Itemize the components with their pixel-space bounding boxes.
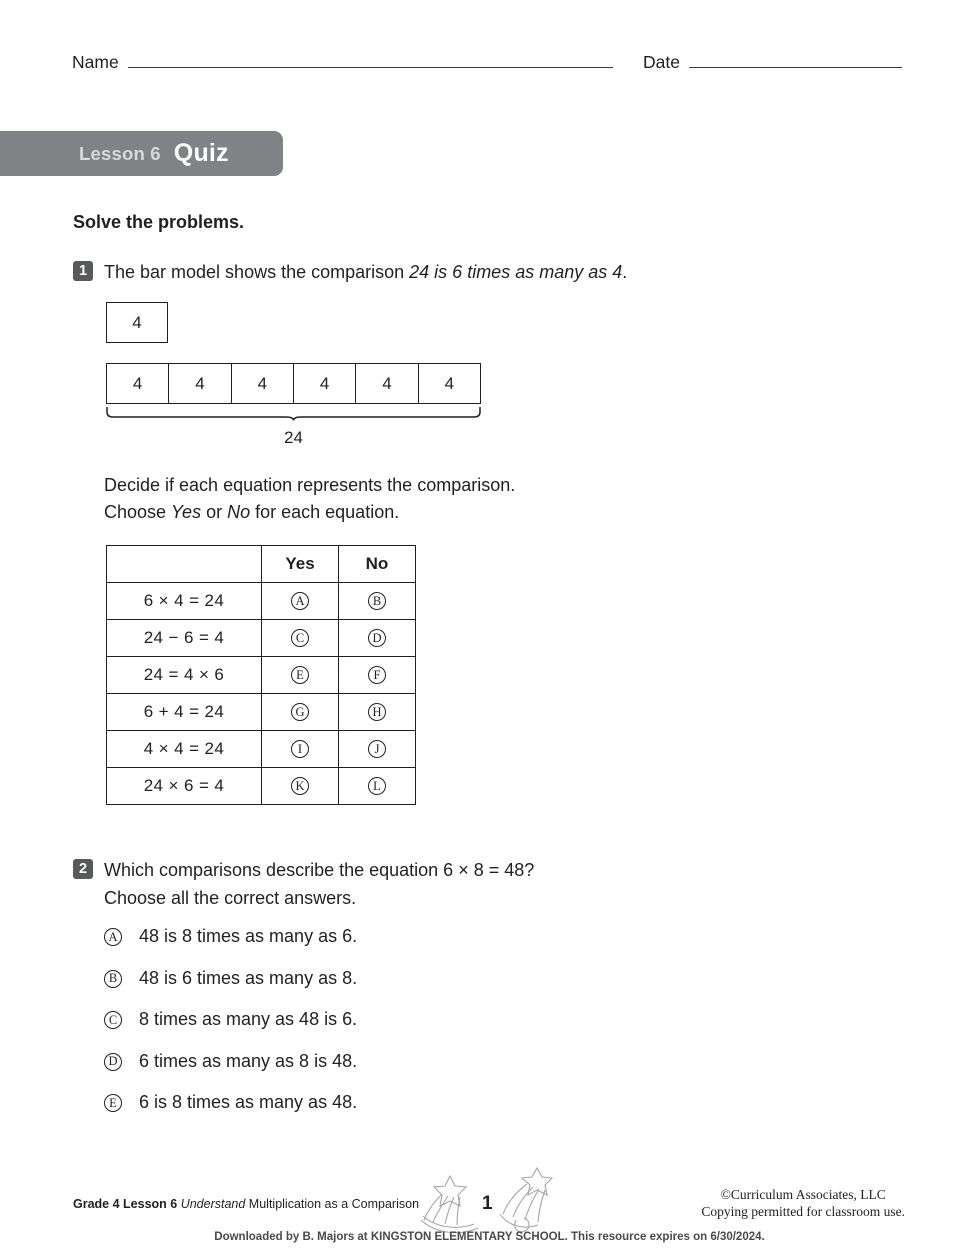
choice-text: 6 is 8 times as many as 48. bbox=[139, 1092, 358, 1112]
no-option-cell[interactable] bbox=[339, 731, 416, 768]
option-bubble[interactable]: B bbox=[368, 592, 386, 610]
choice-bubble[interactable]: E bbox=[104, 1094, 122, 1112]
table-row bbox=[107, 731, 416, 768]
problem-2-stem-line-1: Which comparisons describe the equation 6 × 8 = 48? bbox=[104, 860, 535, 880]
choice-e[interactable] bbox=[104, 1091, 357, 1133]
sub-directions-tail: for each equation. bbox=[250, 502, 400, 522]
date-write-line[interactable] bbox=[689, 54, 902, 68]
equation-cell: 6 + 4 = 24 bbox=[107, 694, 262, 731]
footer-lesson-info bbox=[73, 1197, 419, 1211]
problem-1-stem bbox=[104, 258, 627, 286]
yes-option-cell[interactable] bbox=[262, 731, 339, 768]
choice-text: 6 times as many as 8 is 48. bbox=[139, 1050, 358, 1071]
equation-cell: 24 = 4 × 6 bbox=[107, 657, 262, 694]
table-header-yes: Yes bbox=[262, 546, 339, 583]
choice-d[interactable] bbox=[104, 1050, 357, 1092]
bar-model-diagram bbox=[106, 302, 481, 448]
option-bubble[interactable]: I bbox=[291, 740, 309, 758]
bar-model-single-box: 4 bbox=[106, 302, 168, 343]
footer-grade-lesson: Grade 4 Lesson 6 bbox=[73, 1197, 178, 1211]
yes-option-cell[interactable] bbox=[262, 657, 339, 694]
sub-directions-line-2 bbox=[104, 499, 515, 526]
footer-title-italic: Understand bbox=[180, 1197, 246, 1211]
problem-2-choices bbox=[104, 925, 357, 1133]
bar-model-total-label: 24 bbox=[284, 428, 303, 447]
no-option-cell[interactable] bbox=[339, 768, 416, 805]
problem-1-sub-directions bbox=[104, 472, 515, 526]
table-header-row bbox=[107, 546, 416, 583]
problem-1-stem-comparison: 24 is 6 times as many as 4 bbox=[409, 262, 623, 282]
option-bubble[interactable]: E bbox=[291, 666, 309, 684]
bar-model-cell: 4 bbox=[356, 364, 418, 403]
choice-b[interactable] bbox=[104, 967, 357, 1009]
choice-a[interactable] bbox=[104, 925, 357, 967]
sub-directions-choose: Choose bbox=[104, 502, 172, 522]
problem-1-stem-prefix: The bar model shows the comparison bbox=[104, 262, 410, 282]
choice-text: 48 is 6 times as many as 8. bbox=[139, 967, 358, 988]
yes-option-cell[interactable] bbox=[262, 583, 339, 620]
name-label: Name bbox=[72, 52, 119, 72]
no-option-cell[interactable] bbox=[339, 583, 416, 620]
option-bubble[interactable]: F bbox=[368, 666, 386, 684]
bar-model-cell: 4 bbox=[294, 364, 356, 403]
table-row bbox=[107, 694, 416, 731]
option-bubble[interactable]: K bbox=[291, 777, 309, 795]
problem-1-stem-suffix: . bbox=[622, 262, 628, 282]
sub-directions-or: or bbox=[201, 502, 228, 522]
option-bubble[interactable]: L bbox=[368, 777, 386, 795]
bar-model-row bbox=[106, 363, 481, 404]
problem-2 bbox=[73, 856, 534, 912]
footer-copyright bbox=[701, 1186, 905, 1220]
no-option-cell[interactable] bbox=[339, 657, 416, 694]
yes-no-table bbox=[106, 545, 416, 805]
lesson-quiz-banner bbox=[0, 131, 283, 176]
choice-bubble[interactable]: C bbox=[104, 1011, 122, 1029]
option-bubble[interactable]: D bbox=[368, 629, 386, 647]
sub-directions-line-1: Decide if each equation represents the comparison. bbox=[104, 475, 516, 495]
table-row bbox=[107, 583, 416, 620]
name-write-line[interactable] bbox=[128, 54, 613, 68]
copyright-line-1: ©Curriculum Associates, LLC bbox=[720, 1187, 886, 1202]
option-bubble[interactable]: J bbox=[368, 740, 386, 758]
choice-text: 8 times as many as 48 is 6. bbox=[139, 1009, 358, 1029]
table-row bbox=[107, 620, 416, 657]
yes-no-table-wrapper bbox=[106, 545, 416, 805]
yes-option-cell[interactable] bbox=[262, 694, 339, 731]
name-date-header bbox=[72, 52, 902, 73]
bar-model-cell: 4 bbox=[169, 364, 231, 403]
problem-1 bbox=[73, 258, 627, 286]
problem-2-stem-line-2: Choose all the correct answers. bbox=[104, 888, 357, 908]
no-option-cell[interactable] bbox=[339, 620, 416, 657]
choice-c[interactable] bbox=[104, 1008, 357, 1050]
choice-bubble[interactable]: B bbox=[104, 970, 122, 988]
table-row bbox=[107, 768, 416, 805]
brace-icon bbox=[106, 406, 481, 421]
yes-option-cell[interactable] bbox=[262, 768, 339, 805]
option-bubble[interactable]: G bbox=[291, 703, 309, 721]
choice-bubble[interactable]: A bbox=[104, 928, 122, 946]
footer-title-rest: Multiplication as a Comparison bbox=[245, 1197, 420, 1211]
solve-directions: Solve the problems. bbox=[73, 212, 245, 232]
table-row bbox=[107, 657, 416, 694]
bar-model-cell: 4 bbox=[107, 364, 169, 403]
equation-cell: 24 × 6 = 4 bbox=[107, 768, 262, 805]
shooting-stars-icon bbox=[420, 1158, 580, 1240]
problem-1-number: 1 bbox=[73, 261, 93, 281]
problem-2-stem bbox=[104, 856, 534, 912]
date-label: Date bbox=[643, 52, 680, 72]
sub-directions-yes: Yes bbox=[171, 502, 202, 522]
sub-directions-no: No bbox=[227, 502, 251, 522]
option-bubble[interactable]: H bbox=[368, 703, 386, 721]
banner-lesson-label: Lesson 6 bbox=[79, 142, 161, 164]
bar-model-cell: 4 bbox=[232, 364, 294, 403]
page-number: 1 bbox=[482, 1193, 493, 1214]
choice-bubble[interactable]: D bbox=[104, 1053, 122, 1071]
bar-model-cell: 4 bbox=[444, 373, 455, 393]
equation-cell: 6 × 4 = 24 bbox=[107, 583, 262, 620]
no-option-cell[interactable] bbox=[339, 694, 416, 731]
equation-cell: 4 × 4 = 24 bbox=[107, 731, 262, 768]
table-corner-cell bbox=[107, 546, 262, 583]
table-header-no: No bbox=[339, 546, 416, 583]
problem-2-number: 2 bbox=[73, 859, 93, 879]
equation-cell: 24 − 6 = 4 bbox=[107, 620, 262, 657]
download-watermark: Downloaded by B. Majors at KINGSTON ELEMENTARY SCHOOL. This resource expires on 6/30/2024. bbox=[214, 1231, 765, 1243]
yes-option-cell[interactable] bbox=[262, 620, 339, 657]
option-bubble[interactable]: A bbox=[291, 592, 309, 610]
banner-quiz-label: Quiz bbox=[173, 139, 229, 167]
option-bubble[interactable]: C bbox=[291, 629, 309, 647]
choice-text: 48 is 8 times as many as 6. bbox=[139, 926, 358, 946]
copyright-line-2: Copying permitted for classroom use. bbox=[701, 1204, 905, 1219]
